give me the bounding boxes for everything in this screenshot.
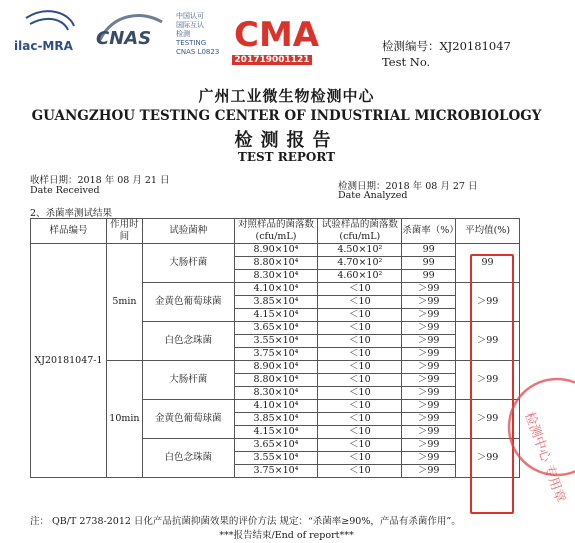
control-cell: 4.15×10⁴ <box>234 426 318 439</box>
rate-cell: ＞99 <box>402 452 456 465</box>
ilac-mra-logo <box>8 8 88 58</box>
rate-cell: ＞99 <box>402 374 456 387</box>
control-cell: 8.80×10⁴ <box>234 374 318 387</box>
rate-cell: ＞99 <box>402 465 456 478</box>
test-cell: ＜10 <box>318 413 402 426</box>
date-received-en: Date Received <box>30 185 100 196</box>
control-cell: 8.90×10⁴ <box>234 361 318 374</box>
report-title-cn: 检测报告 <box>234 130 339 151</box>
rate-cell: ＞99 <box>402 322 456 335</box>
rate-cell: ＞99 <box>402 439 456 452</box>
test-cell: 4.70×10² <box>318 257 402 270</box>
strain-cell: 白色念珠菌 <box>142 322 234 361</box>
strain-cell: 白色念珠菌 <box>142 439 234 478</box>
test-cell: ＜10 <box>318 439 402 452</box>
cnas-caption: 中国认可 国际互认 检测 TESTING CNAS L0823 <box>176 12 220 56</box>
average-cell: ＞99 <box>456 400 520 439</box>
cma-text: CMA <box>234 15 320 55</box>
test-cell: ＜10 <box>318 452 402 465</box>
report-title-en: TEST REPORT <box>237 150 336 164</box>
test-cell: ＜10 <box>318 426 402 439</box>
table-row <box>31 244 520 257</box>
strain-cell: 金黄色葡萄球菌 <box>142 283 234 322</box>
official-seal <box>505 372 575 505</box>
test-cell: ＜10 <box>318 283 402 296</box>
control-cell: 3.65×10⁴ <box>234 322 318 335</box>
control-cell: 8.90×10⁴ <box>234 244 318 257</box>
average-cell: ＞99 <box>456 283 520 322</box>
table-header-row <box>31 219 520 244</box>
date-received-label: 收样日期：2018 年 08 月 21 日 <box>30 175 170 186</box>
date-analyzed-label: 检测日期：2018 年 08 月 27 日 <box>338 181 478 192</box>
control-cell: 3.55×10⁴ <box>234 452 318 465</box>
time-cell: 5min <box>106 244 142 361</box>
control-cell: 8.30×10⁴ <box>234 270 318 283</box>
control-cell: 8.80×10⁴ <box>234 257 318 270</box>
center-title-en: GUANGZHOU TESTING CENTER OF INDUSTRIAL MICROBIOLOGY <box>31 108 542 124</box>
control-cell: 3.75×10⁴ <box>234 348 318 361</box>
test-cell: ＜10 <box>318 465 402 478</box>
cma-number: 201719001121 <box>232 55 312 65</box>
header-strain: 试验菌种 <box>142 219 234 244</box>
average-cell: ＞99 <box>456 361 520 400</box>
test-cell: ＜10 <box>318 309 402 322</box>
section-title: 2、杀菌率测试结果 <box>30 208 113 219</box>
control-cell: 3.65×10⁴ <box>234 439 318 452</box>
rate-cell: ＞99 <box>402 426 456 439</box>
rate-cell: ＞99 <box>402 309 456 322</box>
header-sample-id: 样品编号 <box>31 219 107 244</box>
center-title-cn: 广州工业微生物检测中心 <box>198 87 375 105</box>
control-cell: 3.55×10⁴ <box>234 335 318 348</box>
test-cell: ＜10 <box>318 296 402 309</box>
note-text: 注： QB/T 2738-2012 日化产品抗菌抑菌效果的评价方法 规定：“杀菌率≥90%，产品有杀菌作用”。 <box>30 516 461 527</box>
end-of-report: ***报告结束/End of report*** <box>219 530 354 541</box>
test-cell: ＜10 <box>318 335 402 348</box>
average-cell: 99 <box>456 244 520 283</box>
test-no-label: 检测编号：XJ20181047 <box>382 39 511 53</box>
control-cell: 3.85×10⁴ <box>234 413 318 426</box>
sample-id-cell: XJ20181047-1 <box>31 244 107 478</box>
test-no-en: Test No. <box>382 55 431 69</box>
control-cell: 4.10×10⁴ <box>234 283 318 296</box>
rate-cell: ＞99 <box>402 283 456 296</box>
rate-cell: ＞99 <box>402 400 456 413</box>
average-cell: ＞99 <box>456 322 520 361</box>
rate-cell: ＞99 <box>402 296 456 309</box>
control-cell: 3.85×10⁴ <box>234 296 318 309</box>
time-cell: 10min <box>106 361 142 478</box>
test-cell: ＜10 <box>318 387 402 400</box>
strain-cell: 大肠杆菌 <box>142 361 234 400</box>
cma-logo <box>232 10 320 55</box>
rate-cell: 99 <box>402 244 456 257</box>
test-cell: 4.50×10² <box>318 244 402 257</box>
strain-cell: 金黄色葡萄球菌 <box>142 400 234 439</box>
rate-cell: ＞99 <box>402 387 456 400</box>
average-cell: ＞99 <box>456 439 520 478</box>
test-cell: ＜10 <box>318 361 402 374</box>
results-table <box>30 218 520 478</box>
header-control: 对照样品的菌落数(cfu/mL) <box>234 219 318 244</box>
rate-cell: ＞99 <box>402 413 456 426</box>
control-cell: 3.75×10⁴ <box>234 465 318 478</box>
control-cell: 8.30×10⁴ <box>234 387 318 400</box>
control-cell: 4.10×10⁴ <box>234 400 318 413</box>
test-cell: ＜10 <box>318 400 402 413</box>
ilac-text: ilac-MRA <box>14 39 73 53</box>
test-cell: ＜10 <box>318 322 402 335</box>
rate-cell: ＞99 <box>402 348 456 361</box>
cnas-logo <box>92 10 172 50</box>
header-time: 作用时间 <box>106 219 142 244</box>
rate-cell: ＞99 <box>402 335 456 348</box>
header-test: 试验样品的菌落数(cfu/mL) <box>318 219 402 244</box>
control-cell: 4.15×10⁴ <box>234 309 318 322</box>
header-rate: 杀菌率（%） <box>402 219 456 244</box>
test-cell: 4.60×10² <box>318 270 402 283</box>
test-cell: ＜10 <box>318 348 402 361</box>
cnas-text: CNAS <box>96 28 152 49</box>
strain-cell: 大肠杆菌 <box>142 244 234 283</box>
rate-cell: ＞99 <box>402 361 456 374</box>
rate-cell: 99 <box>402 257 456 270</box>
header-average: 平均值(%) <box>456 219 520 244</box>
rate-cell: 99 <box>402 270 456 283</box>
date-analyzed-en: Date Analyzed <box>338 190 408 201</box>
test-cell: ＜10 <box>318 374 402 387</box>
seal-text: 检测中心 专用章 <box>521 410 568 505</box>
